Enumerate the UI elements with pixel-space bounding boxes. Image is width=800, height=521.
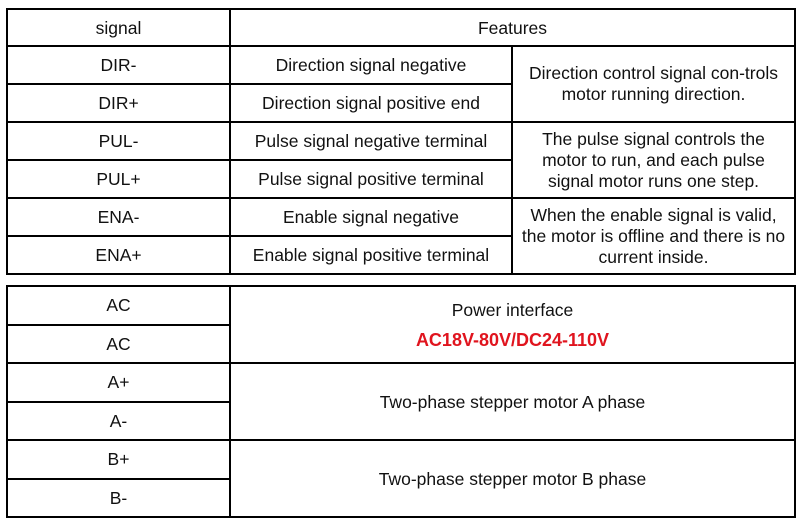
table-row xyxy=(7,198,795,236)
signal-cell: PUL- xyxy=(7,122,230,160)
header-row xyxy=(7,9,795,46)
enable-description: When the enable signal is valid, the motor is offline and there is no current inside. xyxy=(512,198,795,274)
feature-cell: Enable signal positive terminal xyxy=(230,236,512,274)
terminal-cell: B+ xyxy=(7,440,230,479)
power-interface-label: Power interface xyxy=(451,299,574,320)
power-table xyxy=(6,285,796,518)
signal-cell: PUL+ xyxy=(7,160,230,198)
phase-a-cell: Two-phase stepper motor A phase xyxy=(230,363,795,440)
table-row xyxy=(7,440,795,479)
signal-cell: ENA+ xyxy=(7,236,230,274)
signal-cell: DIR+ xyxy=(7,84,230,122)
terminal-cell: A+ xyxy=(7,363,230,402)
terminal-cell: B- xyxy=(7,479,230,518)
signal-header: signal xyxy=(7,9,230,46)
pulse-description: The pulse signal controls the motor to run, and each pulse signal motor runs one step. xyxy=(512,122,795,198)
terminal-cell: AC xyxy=(7,286,230,325)
features-header: Features xyxy=(230,9,795,46)
power-spec: AC18V-80V/DC24-110V xyxy=(415,329,610,350)
table-row xyxy=(7,46,795,84)
signal-table xyxy=(6,8,796,275)
table-row xyxy=(7,122,795,160)
feature-cell: Direction signal positive end xyxy=(230,84,512,122)
direction-description: Direction control signal con-trols motor running direction. xyxy=(512,46,795,122)
table-row xyxy=(7,363,795,402)
feature-cell: Pulse signal negative terminal xyxy=(230,122,512,160)
feature-cell: Pulse signal positive terminal xyxy=(230,160,512,198)
terminal-cell: A- xyxy=(7,402,230,441)
feature-cell: Direction signal negative xyxy=(230,46,512,84)
terminal-cell: AC xyxy=(7,325,230,364)
table-row xyxy=(7,286,795,325)
feature-cell: Enable signal negative xyxy=(230,198,512,236)
power-interface-cell xyxy=(230,286,795,363)
signal-cell: DIR- xyxy=(7,46,230,84)
phase-b-cell: Two-phase stepper motor B phase xyxy=(230,440,795,517)
signal-cell: ENA- xyxy=(7,198,230,236)
